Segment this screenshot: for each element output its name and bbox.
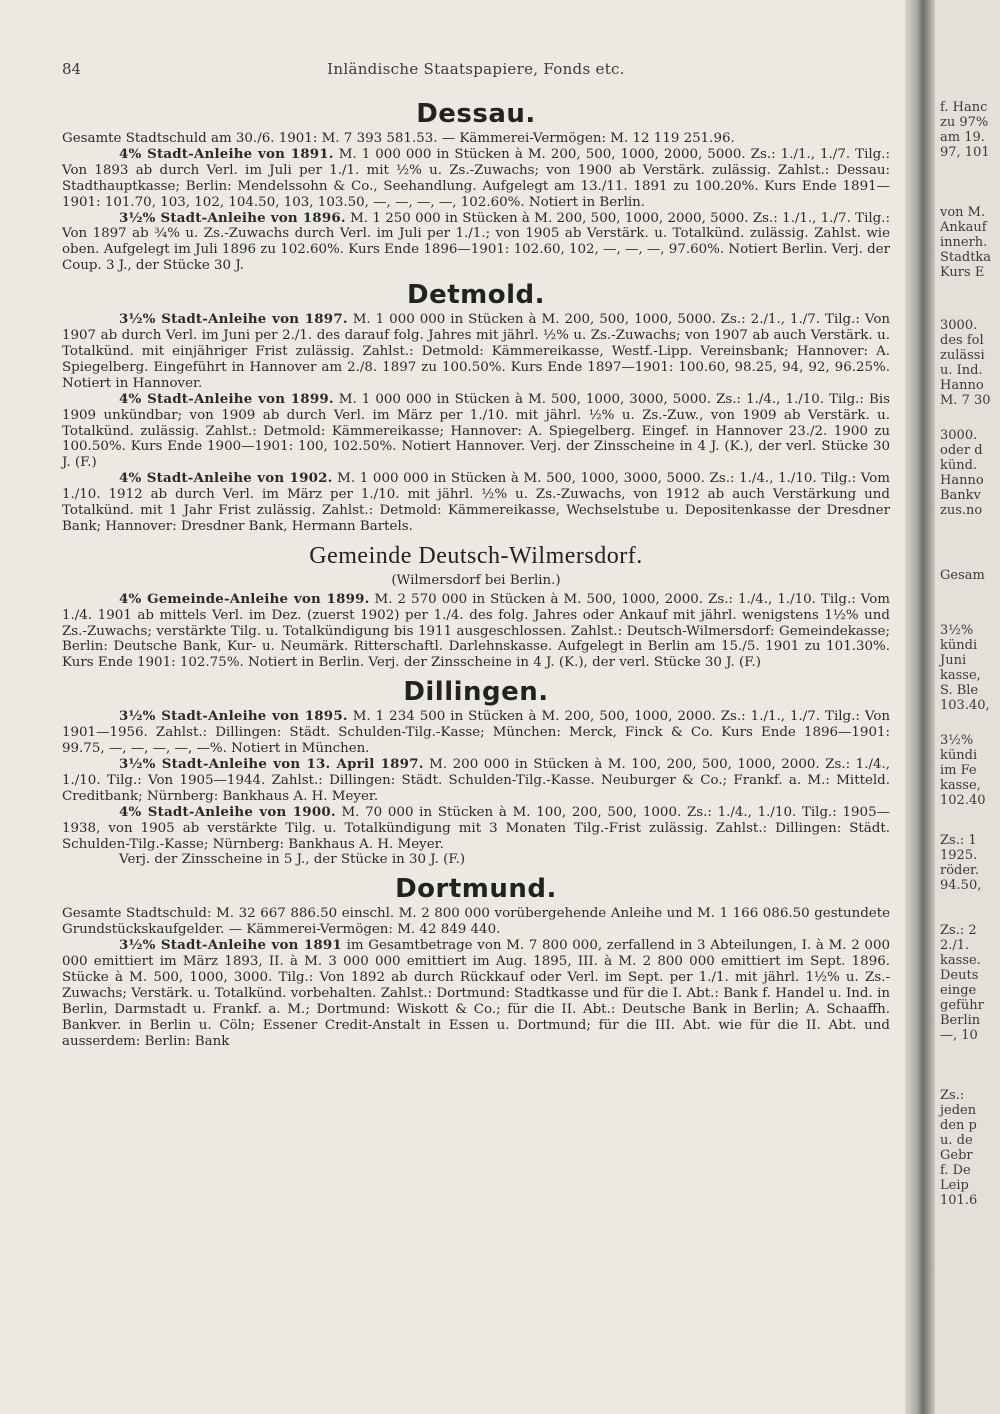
adjacent-page-fragment: von M. (940, 205, 986, 220)
dortmund-loan-1891 (62, 938, 890, 1049)
adjacent-page-fragment: des fol (940, 333, 984, 348)
adjacent-page-fragment: 3000. (940, 318, 978, 333)
adjacent-page-fragment: Stadtka (940, 250, 992, 265)
adjacent-page-fragment: Hanno (940, 378, 984, 393)
loan-text: M. 1 000 000 in Stücken à M. 200, 500, 1000, 5000. Zs.: 2./1., 1./7. Tilg.: Von 1907 ab durch Verl. im Juni per 2./1. des darauf folg. Jahres mit jährl. ½% u. Zs.-Zuwachs; von 1907 ab auch Verstärk. u. Totalkünd. mit einjähriger Frist zulässig. Zahlst.: Detmold: Kämmereikasse, Westf.-Lipp. Vereinsbank; Hannover: A. Spiegelberg. Eingeführt in Hannover am 2./8. 1897 zu 100.50%. Kurs Ende 1897—1901: 100.60, 98.25, 94, 92, 96.25%. Notiert in Hannover. (62, 312, 890, 391)
loan-title: 3½% Stadt-Anleihe von 1891 (119, 937, 342, 954)
loan-title: 4% Stadt-Anleihe von 1900. (119, 803, 336, 820)
section-subtitle-wilmersdorf: (Wilmersdorf bei Berlin.) (391, 572, 561, 588)
loan-text: M. 2 570 000 in Stücken à M. 500, 1000, 2000. Zs.: 1./4., 1./10. Tilg.: Vom 1./4. 1901 ab mittels Verl. im Dez. (zuerst 1902) per 1./4. des folg. Jahres oder Ankauf mit jährl. wenigstens 1½% und Zs.-Zuwachs; verstärkte Tilg. u. Totalkündigung bis 1911 ausgeschlossen. Zahlst.: Deutsch-Wilmersdorf: Gemeindekasse; Berlin: Deutsche Bank, Kur- u. Neumärk. Ritterschaftl. Darlehnskasse. Aufgelegt in Berlin am 15./5. 1901 zu 101.30%. Kurs Ende 1901: 102.75%. Notiert in Berlin. Verj. der Zinsscheine in 4 J. (K.), der verl. Stücke 30 J. (F.) (62, 591, 890, 671)
adjacent-page-fragment: S. Ble (940, 683, 979, 698)
adjacent-page-fragment: im Fe (940, 763, 977, 778)
loan-text: M. 1 000 000 in Stücken à M. 500, 1000, 3000, 5000. Zs.: 1./4., 1./10. Tilg.: Vom 1./10. 1912 ab durch Verl. im März per 1./10. mit jährl. ½% u. Zs.-Zuwachs, von 1912 ab auch Verstärkung und Totalkünd. mit 1 Jahr Frist zulässig. Zahlst.: Detmold: Kämmereikasse, Wechselstube u. Depositenkasse der Dresdner Bank; Hannover: Dresdner Bank, Hermann Bartels. (62, 471, 891, 534)
adjacent-page-fragment: kasse, (940, 778, 981, 793)
page-content (62, 100, 890, 1050)
loan-title: 4% Stadt-Anleihe von 1902. (119, 470, 333, 487)
adjacent-page-fragment: Zs.: (940, 1088, 965, 1103)
adjacent-page-fragment: 1925. (940, 848, 978, 863)
book-gutter (905, 0, 935, 1414)
loan-text: M. 1 000 000 in Stücken à M. 200, 500, 1000, 2000, 5000. Zs.: 1./1., 1./7. Tilg.: Von 1893 ab durch Verl. im Juli per 1./1. mit ½% u. Zs.-Zuwachs; von 1900 ab Verstärk. zulässig. Zahlst.: Dessau: Stadthauptkasse; Berlin: Mendelssohn & Co., Seehandlung. Aufgelegt am 13./11. 1891 zu 100.20%. Kurs Ende 1891—1901: 101.70, 103, 102, 104.50, 103, 103.50, —, —, —, —, 102.60%. Notiert in Berlin. (62, 146, 890, 210)
loan-title: 4% Stadt-Anleihe von 1899. (119, 390, 334, 407)
loan-text: im Gesamtbetrage von M. 7 800 000, zerfallend in 3 Abteilungen, I. à M. 2 000 000 emittiert im März 1893, II. à M. 3 000 000 emittiert im Aug. 1895, III. à M. 2 800 000 emittiert im Sept. 1896. Stücke à M. 500, 1000, 3000. Tilg.: Von 1892 ab durch Rückkauf oder Verl. im Sept. per 1./1. mit jährl. 1½% u. Zs.-Zuwachs; Verstärk. u. Totalkünd. vorbehalten. Zahlst.: Dortmund: Stadtkasse und für die I. Abt.: Bank f. Handel u. Ind. in Berlin, Darmstadt u. Frankf. a. M.; Dortmund: Wiskott & Co.; für die II. Abt.: Deutsche Bank in Berlin; A. Schaaffh. Bankver. in Berlin u. Cöln; Essener Credit-Anstalt in Essen u. Dortmund; für die III. Abt. wie für die II. Abt. und ausserdem: Berlin: Bank (62, 938, 890, 1049)
dessau-loan-1891 (62, 147, 890, 211)
adjacent-page-fragment: 101.6 (940, 1193, 978, 1208)
adjacent-page-fragment: den p (940, 1118, 977, 1133)
adjacent-page-fragment: Hanno (940, 473, 984, 488)
section-title-dessau: Dessau. (416, 99, 536, 129)
adjacent-page-fragment: Berlin (940, 1013, 981, 1028)
detmold-loan-1899 (62, 392, 890, 472)
adjacent-page-fragment: am 19. (940, 130, 985, 145)
adjacent-page-fragment: kündi (940, 748, 978, 763)
adjacent-page-fragment: geführ (940, 998, 984, 1013)
adjacent-page-fragment: 3½% (940, 733, 974, 748)
page-number: 84 (62, 60, 82, 78)
adjacent-page-fragment: Deuts (940, 968, 979, 983)
adjacent-page-fragment: 3000. (940, 428, 978, 443)
adjacent-page-fragment: kündi (940, 638, 978, 653)
adjacent-page-fragment: 103.40, (940, 698, 990, 713)
running-title: Inländische Staatspapiere, Fonds etc. (327, 60, 625, 78)
adjacent-page-fragment: künd. (940, 458, 978, 473)
wilmersdorf-loan-1899 (62, 592, 890, 672)
loan-title: 3½% Stadt-Anleihe von 1897. (119, 311, 348, 328)
detmold-loan-1897 (62, 312, 890, 392)
dessau-summary: Gesamte Stadtschuld am 30./6. 1901: M. 7 393 581.53. — Kämmerei-Vermögen: M. 12 119 251.96. (62, 131, 735, 146)
adjacent-page-fragment: Gebr (940, 1148, 973, 1163)
loan-title: 4% Gemeinde-Anleihe von 1899. (119, 590, 370, 607)
adjacent-page-fragment: oder d (940, 443, 983, 458)
adjacent-page-fragment: Ankauf (940, 220, 987, 235)
loan-title: 3½% Stadt-Anleihe von 1896. (119, 209, 346, 226)
dillingen-loan-1897 (62, 757, 890, 805)
adjacent-page-fragment: Zs.: 1 (940, 833, 977, 848)
loan-title: 4% Stadt-Anleihe von 1891. (119, 145, 334, 162)
detmold-loan-1902 (62, 471, 890, 535)
adjacent-page-fragment: einge (940, 983, 977, 998)
loan-title: 3½% Stadt-Anleihe von 1895. (119, 708, 348, 725)
adjacent-page-fragment: Kurs E (940, 265, 985, 280)
adjacent-page-fragment: M. 7 30 (940, 393, 991, 408)
section-title-detmold: Detmold. (407, 280, 545, 311)
adjacent-page-fragment: kasse, (940, 668, 981, 683)
section-title-wilmersdorf: Gemeinde Deutsch-Wilmersdorf. (309, 542, 643, 569)
adjacent-page-fragment: 97, 101 (940, 145, 990, 160)
page-header (62, 60, 890, 80)
adjacent-page-fragment: zus.no (940, 503, 983, 518)
dillingen-loan-1900 (62, 805, 890, 853)
loan-text: M. 70 000 in Stücken à M. 100, 200, 500, 1000. Zs.: 1./4., 1./10. Tilg.: 1905—1938, von 1905 ab verstärkte Tilg. u. Totalkündigung mit 3 Monaten Tilg.-Frist zulässig. Zahlst.: Dillingen: Städt. Schulden-Tilg.-Kasse; Nürnberg: Bankhaus A. H. Meyer. (62, 804, 890, 852)
dessau-loan-1896 (62, 211, 890, 275)
loan-text: M. 200 000 in Stücken à M. 100, 200, 500, 1000, 2000. Zs.: 1./4., 1./10. Tilg.: Von 1905—1944. Zahlst.: Dillingen: Städt. Schulden-Tilg.-Kasse. Neuburger & Co.; Frankf. a. M.: Mitteld. Creditbank; Nürnberg: Bankhaus A. H. Meyer. (62, 757, 890, 804)
dillingen-note: Verj. der Zinsscheine in 5 J., der Stücke in 30 J. (F.) (119, 852, 466, 868)
dortmund-summary: Gesamte Stadtschuld: M. 32 667 886.50 einschl. M. 2 800 000 vorübergehende Anleihe und M. 1 166 086.50 gestundete Grundstückskaufgelder. — Kämmerei-Vermögen: M. 42 849 440. (62, 906, 890, 938)
adjacent-page-fragment: innerh. (940, 235, 988, 250)
adjacent-page-fragment: f. Hanc (940, 100, 988, 115)
adjacent-page-fragment: jeden (940, 1103, 977, 1118)
adjacent-page-fragment: u. Ind. (940, 363, 983, 378)
loan-title: 3½% Stadt-Anleihe von 13. April 1897. (119, 756, 424, 772)
adjacent-page-fragment: 2./1. (940, 938, 970, 953)
adjacent-page-fragment: Juni (940, 653, 967, 668)
adjacent-page-fragment: zu 97% (940, 115, 989, 130)
adjacent-page-fragment: Zs.: 2 (940, 923, 977, 938)
adjacent-page-fragment: 94.50, (940, 878, 982, 893)
adjacent-page-fragment: zulässi (940, 348, 985, 363)
adjacent-page-fragment: 102.40 (940, 793, 986, 808)
adjacent-page-fragment: —, 10 (940, 1028, 978, 1043)
adjacent-page-fragment: röder. (940, 863, 979, 878)
adjacent-page-edge (935, 0, 1000, 1414)
adjacent-page-fragment: Gesam (940, 568, 985, 583)
section-title-dortmund: Dortmund. (395, 874, 557, 905)
adjacent-page-fragment: u. de (940, 1133, 973, 1148)
loan-text: M. 1 000 000 in Stücken à M. 500, 1000, 3000, 5000. Zs.: 1./4., 1./10. Tilg.: Bis 1909 unkündbar; von 1909 ab durch Verl. im März per 1./10. mit jährl. ½% u. Zs.-Zuw., von 1909 ab Verstärk. u. Totalkünd. zulässig. Zahlst.: Detmold: Kämmereikasse; Hannover: A. Spiegelberg. Eingef. in Hannover 23./2. 1900 zu 100.50%. Kurs Ende 1900—1901: 100, 102.50%. Notiert Hannover. Verj. der Zinsscheine in 4 J. (K.), der verl. Stücke 30 J. (F.) (62, 391, 890, 471)
loan-text: M. 1 234 500 in Stücken à M. 200, 500, 1000, 2000. Zs.: 1./1., 1./7. Tilg.: Von 1901—1956. Zahlst.: Dillingen: Städt. Schulden-Tilg.-Kasse; München: Merck, Finck & Co. Kurs Ende 1896—1901: 99.75, —, —, —, —, —%. Notiert in München. (62, 709, 890, 757)
section-title-dillingen: Dillingen. (403, 677, 549, 708)
adjacent-page-fragment: f. De (940, 1163, 971, 1178)
adjacent-page-fragment: kasse. (940, 953, 981, 968)
adjacent-page-fragment: 3½% (940, 623, 974, 638)
adjacent-page-fragment: Bankv (940, 488, 981, 503)
adjacent-page-fragment: Leip (940, 1178, 969, 1193)
dillingen-loan-1895 (62, 709, 890, 757)
loan-text: M. 1 250 000 in Stücken à M. 200, 500, 1000, 2000, 5000. Zs.: 1./1., 1./7. Tilg.: Von 1897 ab ¾% u. Zs.-Zuwachs durch Verl. im Juli per 1./1.; von 1905 ab Verstärk. u. Totalkünd. zulässig. Zahlst. wie oben. Aufgelegt im Juli 1896 zu 102.60%. Kurs Ende 1896—1901: 102.60, 102, —, —, —, 97.60%. Notiert Berlin. Verj. der Coup. 3 J., der Stücke 30 J. (62, 210, 890, 274)
